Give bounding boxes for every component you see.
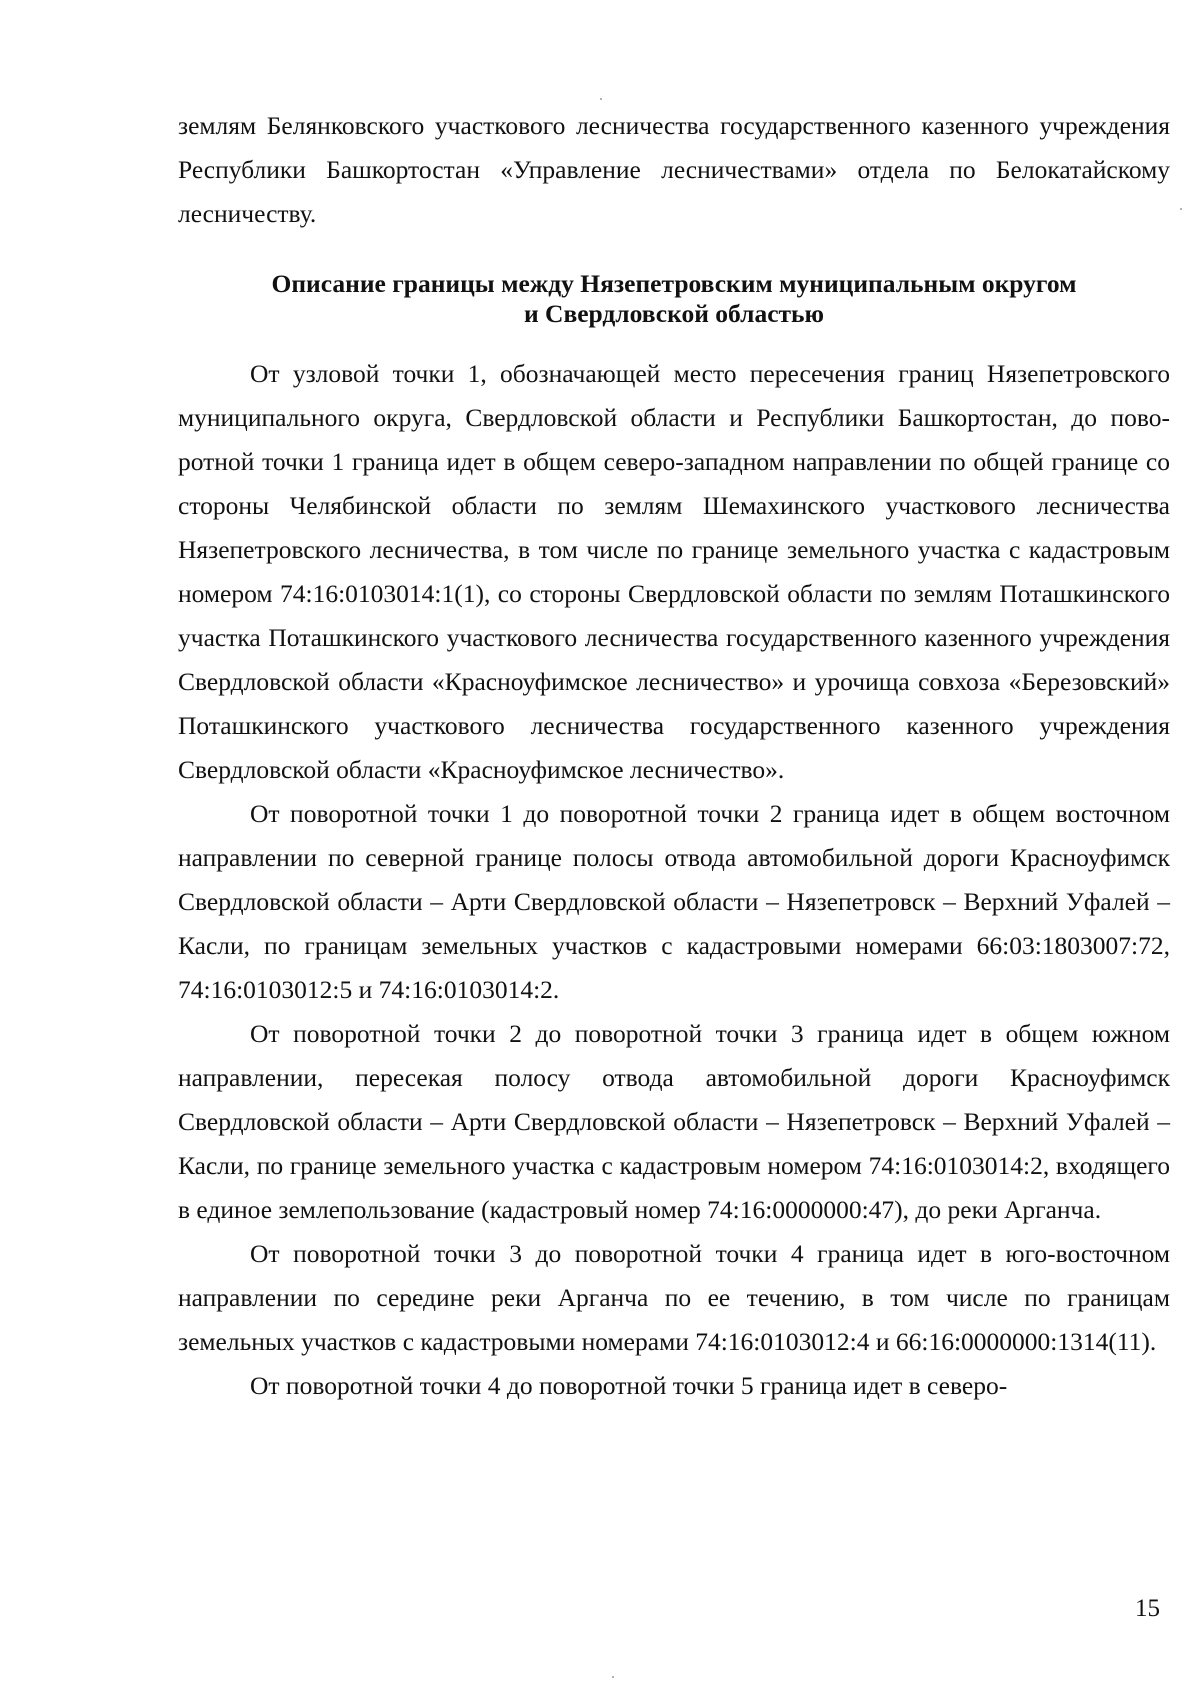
paragraph-point-1-to-2: От поворотной точки 1 до поворотной точки 2 граница идет в общем восточном направлении по северной границе полосы отвода автомобильной дороги Красноуфимск Свердловской области – Арти Свердловской области – Нязепетровск – Верхний Уфалей – Касли, по границам земельных участков с кадастровыми номерами 66:03:1803007:72, 74:16:0103012:5 и 74:16:0103014:2. bbox=[178, 799, 1170, 1004]
paragraph-point-4-to-5: От поворотной точки 4 до поворотной точки 5 граница идет в северо- bbox=[250, 1371, 1008, 1400]
paragraph-point-2-to-3: От поворотной точки 2 до поворотной точки 3 граница идет в общем южном направлении, пересекая полосу отвода автомобильной дороги Красноуфимск Свердловской области – Арти Свердловской области – Нязепетровск – Верхний Уфалей – Касли, по границе земельного участка с кадастровым номером 74:16:0103014:2, входящего в единое землепользование (кадастровый номер 74:16:0000000:47), до реки Арганча. bbox=[178, 1019, 1170, 1224]
scan-speck bbox=[600, 98, 602, 100]
scan-speck bbox=[612, 1676, 614, 1678]
page-number: 15 bbox=[1135, 1595, 1160, 1622]
section-heading-line-2: и Свердловской областью bbox=[523, 299, 825, 328]
section-heading-line-1: Описание границы между Нязепетровским муниципальным округом bbox=[271, 269, 1077, 298]
paragraph-point-3-to-4: От поворотной точки 3 до поворотной точки 4 граница идет в юго-восточном направлении по середине реки Арганча по ее течению, в том числе по границам земельных участков с кадастровыми номерами 74:16:0103012:4 и 66:16:0000000:1314(11). bbox=[178, 1239, 1170, 1356]
intro-paragraph: землям Белянковского участкового лесничества государственного казенного учреждения Республики Башкортостан «Управление лесничествами» отдела по Белокатайскому лесничеству. bbox=[178, 111, 1170, 228]
paragraph-node-point-1: От узловой точки 1, обозначающей место пересечения границ Нязепетровского муниципального округа, Свердловской области и Республики Башкортостан, до поворотной точки 1 граница идет в общем северо-западном направлении по общей границе со стороны Челябинской области по землям Шемахинского участкового лесничества Нязепетровского лесничества, в том числе по границе земельного участка с кадастровым номером 74:16:0103014:1(1), со стороны Свердловской области по землям Поташкинского участка Поташкинского участкового лесничества государственного казенного учреждения Свердловской области «Красноуфимское лесничество» и урочища совхоза «Березовский» Поташкинского участкового лесничества государственного казенного учреждения Свердловской области «Красноуфимское лесничество». bbox=[178, 359, 1170, 784]
body-text bbox=[178, 352, 1170, 1408]
scan-speck bbox=[1180, 208, 1182, 210]
